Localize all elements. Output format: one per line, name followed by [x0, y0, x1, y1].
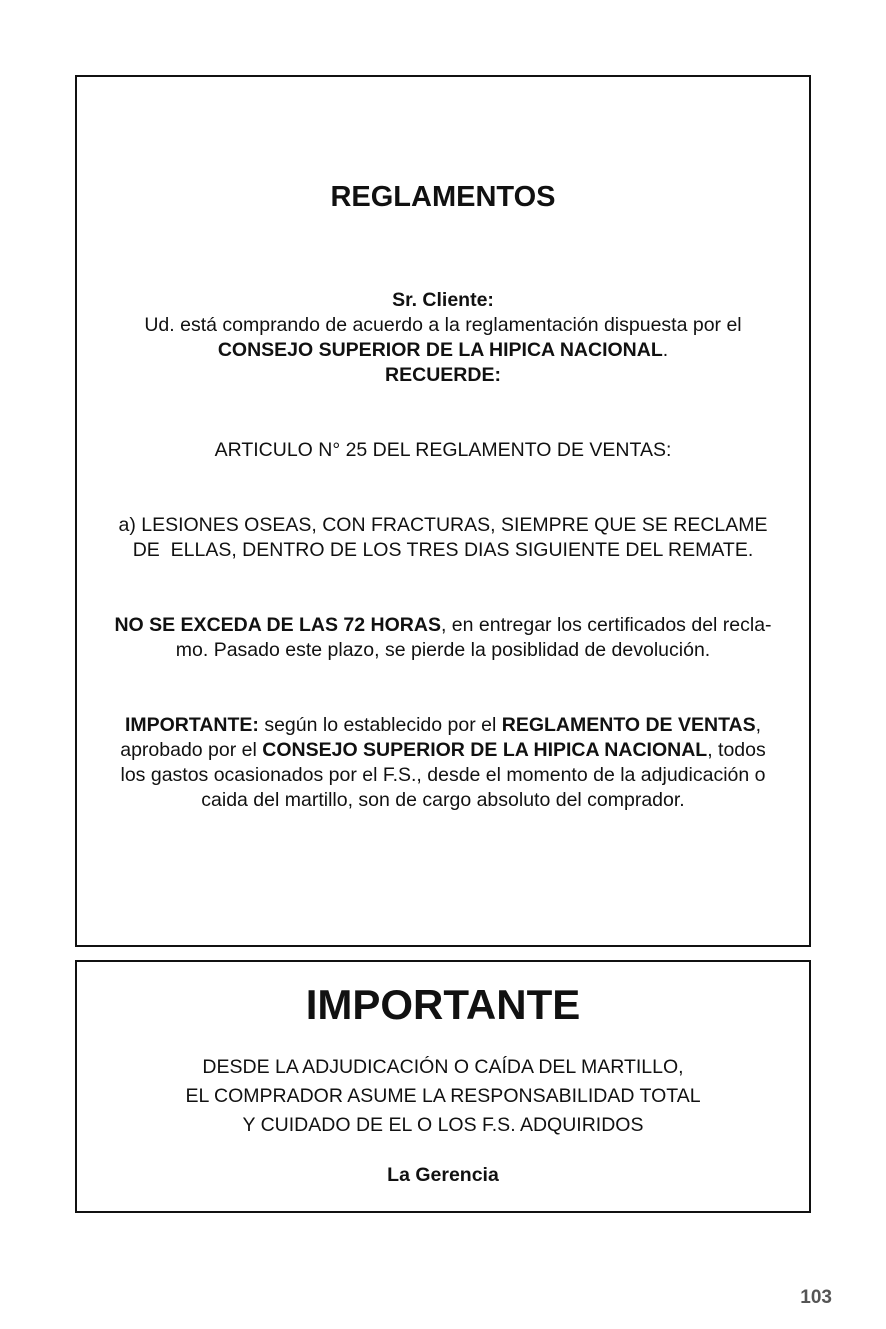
- importante-line-1: [97, 713, 789, 738]
- importante-consejo: CONSEJO SUPERIOR DE LA HIPICA NACIONAL: [262, 739, 708, 761]
- articulo-heading: ARTICULO N° 25 DEL REGLAMENTO DE VENTAS:: [214, 439, 672, 461]
- lesiones-line-1: a) LESIONES OSEAS, CON FRACTURAS, SIEMPRE QUE SE RECLAME: [118, 514, 768, 536]
- cliente-greeting: Sr. Cliente:: [392, 289, 494, 311]
- reglamento-ventas: REGLAMENTO DE VENTAS: [501, 714, 756, 736]
- notice-line-3: Y CUIDADO DE EL O LOS F.S. ADQUIRIDOS: [242, 1114, 644, 1136]
- importante-paragraph: [77, 713, 809, 813]
- importante-text-3: , todos: [707, 739, 766, 761]
- importante-line-4: caida del martillo, son de cargo absoluto del comprador.: [201, 789, 685, 811]
- no-exceda-line-2: mo. Pasado este plazo, se pierde la posiblidad de devolución.: [175, 639, 711, 661]
- cliente-intro-line: Ud. está comprando de acuerdo a la reglamentación dispuesta por el: [144, 314, 742, 336]
- no-exceda-rest: , en entregar los certificados del recla-: [440, 614, 772, 636]
- importante-label: IMPORTANTE:: [124, 714, 259, 736]
- notice-line-1: DESDE LA ADJUDICACIÓN O CAÍDA DEL MARTILLO,: [202, 1056, 684, 1078]
- importante-line-2: [97, 738, 789, 763]
- cliente-consejo-line: [97, 338, 789, 363]
- lesiones-line-2: DE ELLAS, DENTRO DE LOS TRES DIAS SIGUIENTE DEL REMATE.: [132, 539, 754, 561]
- importante-text-2: aprobado por el: [120, 739, 263, 761]
- signature: La Gerencia: [387, 1164, 499, 1186]
- importante-line-3: los gastos ocasionados por el F.S., desde el momento de la adjudicación o: [120, 764, 766, 786]
- lesiones-paragraph: [77, 513, 809, 563]
- consejo-name: CONSEJO SUPERIOR DE LA HIPICA NACIONAL: [217, 339, 663, 361]
- reglamentos-box: [75, 75, 811, 947]
- importante-notice: [77, 1053, 809, 1140]
- importante-comma: ,: [755, 714, 762, 736]
- page-number: 103: [800, 1287, 832, 1308]
- reglamentos-title: REGLAMENTOS: [330, 181, 556, 213]
- importante-text-1: según lo establecido por el: [258, 714, 502, 736]
- no-exceda-bold: NO SE EXCEDA DE LAS 72 HORAS: [114, 614, 441, 636]
- recuerde-label: RECUERDE:: [385, 364, 501, 386]
- cliente-block: [77, 288, 809, 388]
- importante-title: IMPORTANTE: [305, 981, 581, 1028]
- importante-box: [75, 960, 811, 1213]
- no-exceda-line-1: [97, 613, 789, 638]
- no-exceda-paragraph: [77, 613, 809, 663]
- consejo-punct: .: [662, 339, 669, 361]
- notice-line-2: EL COMPRADOR ASUME LA RESPONSABILIDAD TOTAL: [185, 1085, 701, 1107]
